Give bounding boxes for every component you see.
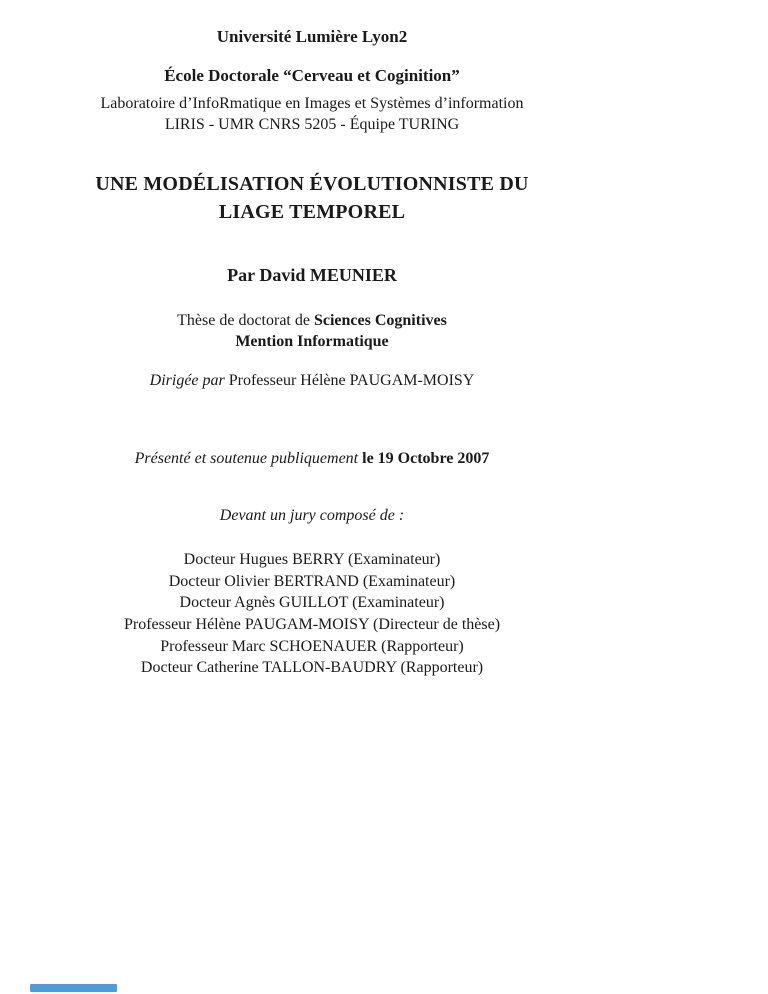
defense-date: le 19 Octobre 2007 bbox=[362, 449, 490, 467]
supervisor-name: Professeur Hélène PAUGAM-MOISY bbox=[228, 371, 475, 389]
supervisor-line bbox=[52, 371, 572, 392]
degree-block bbox=[52, 311, 572, 353]
supervisor-prefix: Dirigée par bbox=[149, 371, 229, 389]
thesis-title-line2: LIAGE TEMPOREL bbox=[218, 200, 406, 223]
bottom-progress-bar bbox=[30, 984, 117, 992]
jury-list bbox=[52, 549, 572, 679]
defense-line bbox=[52, 449, 572, 470]
jury-member: Professeur Hélène PAUGAM-MOISY (Directeur de thèse) bbox=[123, 615, 501, 633]
jury-intro: Devant un jury composé de : bbox=[219, 507, 405, 525]
thesis-title-line1: UNE MODÉLISATION ÉVOLUTIONNISTE DU bbox=[95, 172, 529, 195]
thesis-title bbox=[52, 170, 572, 226]
degree-line bbox=[52, 311, 572, 332]
research-unit: LIRIS - UMR CNRS 5205 - Équipe TURING bbox=[164, 115, 460, 133]
university-name: Université Lumière Lyon2 bbox=[216, 27, 408, 46]
degree-prefix: Thèse de doctorat de bbox=[177, 312, 314, 330]
title-page-content bbox=[52, 0, 572, 679]
jury-member: Docteur Agnès GUILLOT (Examinateur) bbox=[179, 594, 445, 612]
author-line: Par David MEUNIER bbox=[227, 264, 397, 285]
defense-prefix: Présenté et soutenue publiquement bbox=[134, 449, 363, 467]
affiliation-header bbox=[52, 26, 572, 136]
jury-member: Docteur Hugues BERRY (Examinateur) bbox=[183, 551, 441, 569]
jury-member: Docteur Olivier BERTRAND (Examinateur) bbox=[168, 572, 456, 590]
degree-mention: Mention Informatique bbox=[235, 332, 389, 350]
degree-field: Sciences Cognitives bbox=[313, 312, 447, 330]
laboratory-name: Laboratoire d’InfoRmatique en Images et Systèmes d’information bbox=[100, 95, 524, 113]
jury-member: Professeur Marc SCHOENAUER (Rapporteur) bbox=[160, 637, 464, 655]
jury-member: Docteur Catherine TALLON-BAUDRY (Rapporteur) bbox=[140, 659, 484, 677]
doctoral-school: École Doctorale “Cerveau et Coginition” bbox=[164, 66, 460, 86]
